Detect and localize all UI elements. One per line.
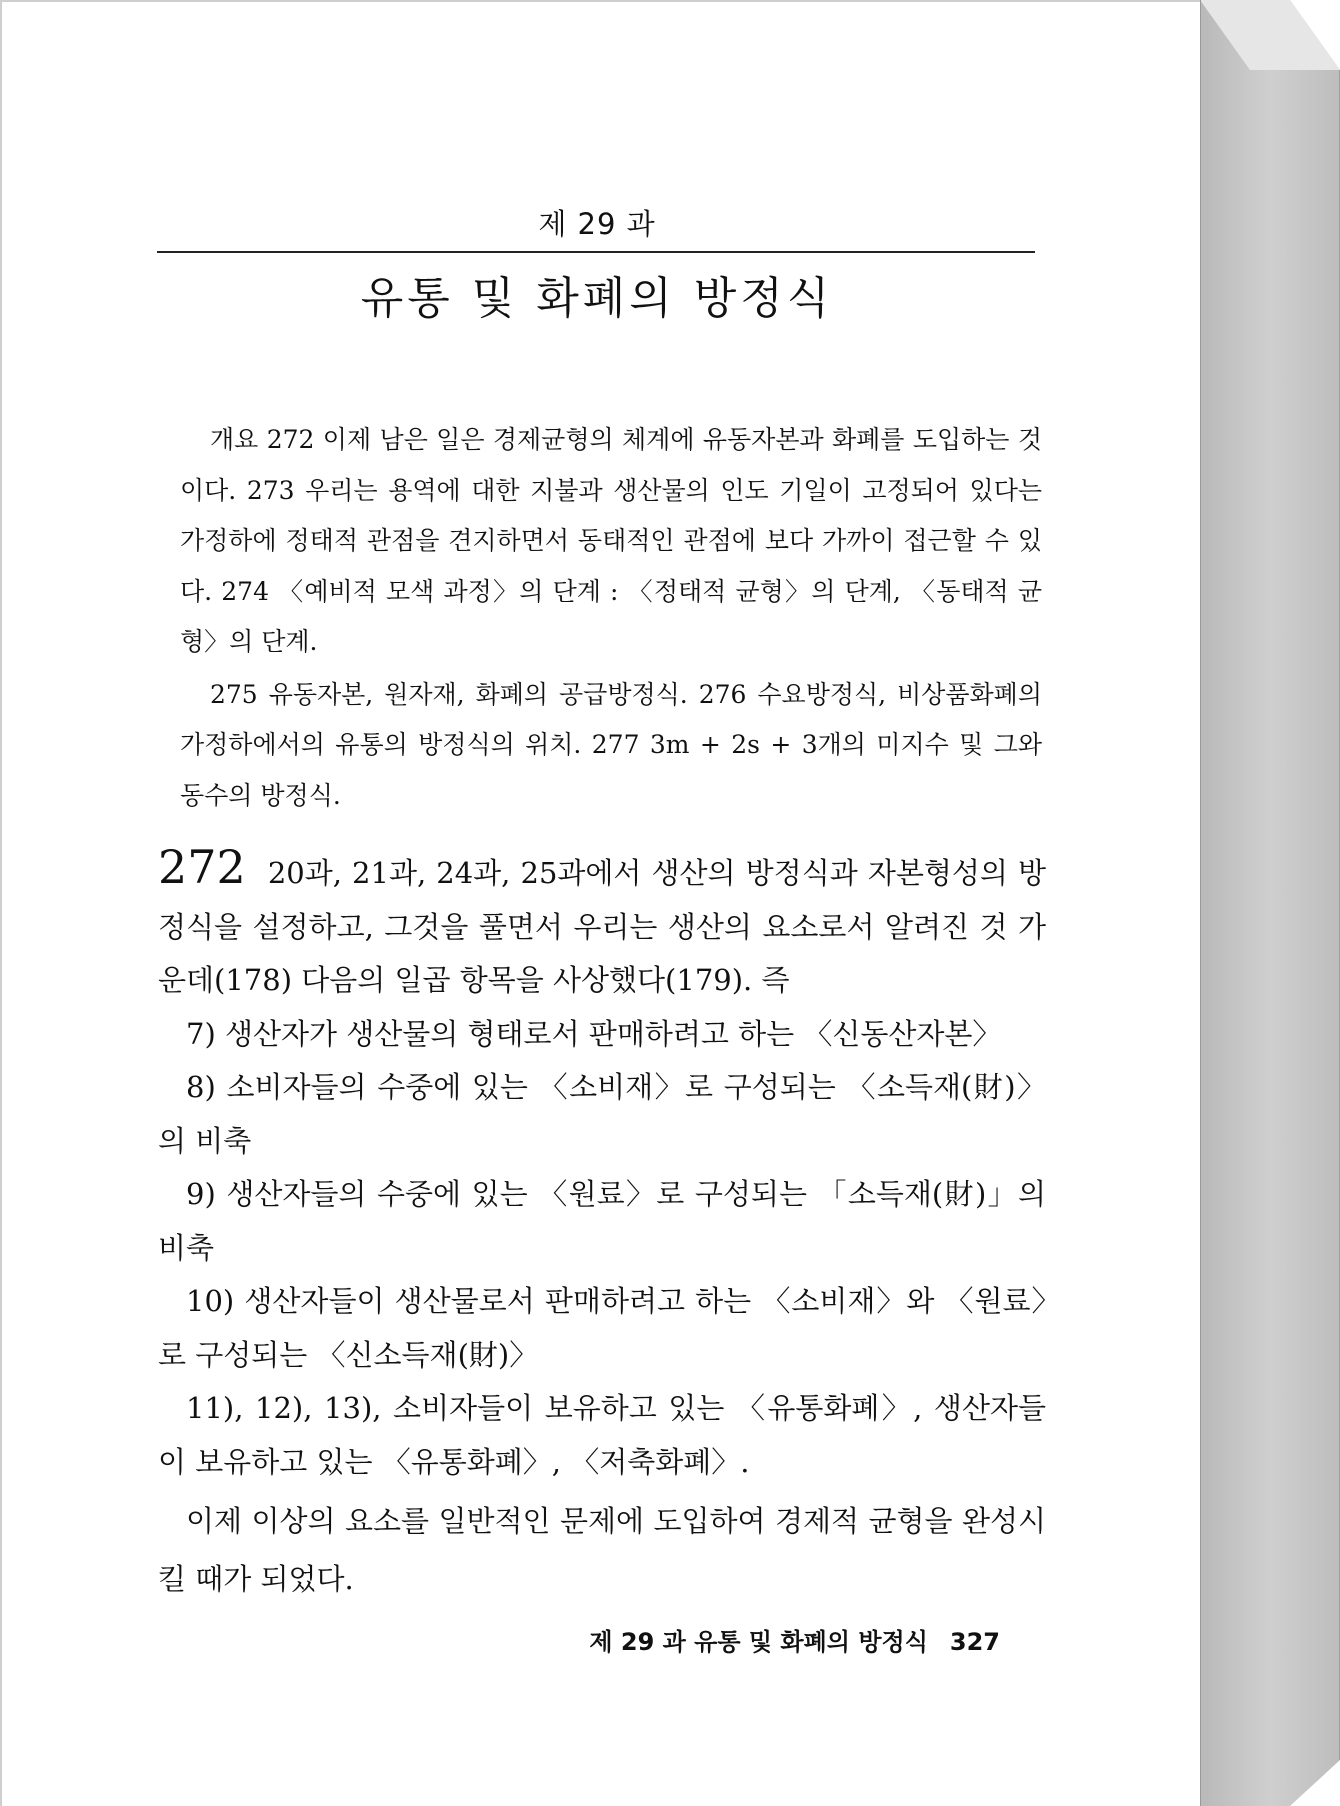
list-item: 11), 12), 13), 소비자들이 보유하고 있는 〈유통화폐〉, 생산자들이 보유하고 있는 〈유통화폐〉, 〈저축화폐〉. — [158, 1391, 1046, 1479]
overview-paragraph-2: 275 유동자본, 원자재, 화폐의 공급방정식. 276 수요방정식, 비상품화폐의 가정하에서의 유통의 방정식의 위치. 277 3m + 2s + 3개의 미지수 및 그와 동수의 방정식. — [180, 679, 1042, 810]
closing-text: 이제 이상의 요소를 일반적인 문제에 도입하여 경제적 균형을 완성시킬 때가 되었다. — [158, 1504, 1046, 1596]
list-item: 10) 생산자들이 생산물로서 판매하려고 하는 〈소비재〉와 〈원료〉로 구성되는 〈신소득재(財)〉 — [158, 1284, 1046, 1372]
running-title: 제 29 과 유통 및 화폐의 방정식 — [589, 1628, 928, 1656]
chapter-title: 유통 및 화폐의 방정식 — [360, 273, 834, 324]
list-item: 7) 생산자가 생산물의 형태로서 판매하려고 하는 〈신동산자본〉 — [186, 1016, 1002, 1051]
main-body — [158, 840, 1046, 1489]
running-footer — [589, 1622, 1000, 1657]
closing-paragraph — [158, 1492, 1046, 1608]
list-item: 8) 소비자들의 수중에 있는 〈소비재〉로 구성되는 〈소득재(財)〉의 비축 — [158, 1070, 1046, 1158]
book-edge-graphic — [1200, 0, 1340, 1806]
book-side-edge — [1200, 0, 1340, 1806]
title-rule — [157, 251, 1035, 253]
page-number: 327 — [949, 1628, 1000, 1656]
list-item: 9) 생산자들의 수중에 있는 〈원료〉로 구성되는 「소득재(財)」의 비축 — [158, 1177, 1046, 1265]
intro-text: 20과, 21과, 24과, 25과에서 생산의 방정식과 자본형성의 방정식을 설정하고, 그것을 풀면서 우리는 생산의 요소로서 알려진 것 가운데(178) 다음의 일곱 항목을 사상했다(179). 즉 — [158, 856, 1046, 997]
chapter-overview — [180, 415, 1042, 821]
chapter-label: 제 29 과 — [538, 207, 656, 241]
intro-paragraph — [158, 840, 1046, 1008]
paragraph-number: 272 — [158, 840, 246, 894]
overview-paragraph-1: 개요 272 이제 남은 일은 경제균형의 체계에 유동자본과 화폐를 도입하는 것이다. 273 우리는 용역에 대한 지불과 생산물의 인도 기일이 고정되어 있다는 가정하에 정태적 관점을 견지하면서 동태적인 관점에 보다 가까이 접근할 수 있다. 274 〈예비적 모색 과정〉의 단계 : 〈정태적 균형〉의 단계, 〈동태적 균형〉의 단계. — [180, 425, 1042, 656]
